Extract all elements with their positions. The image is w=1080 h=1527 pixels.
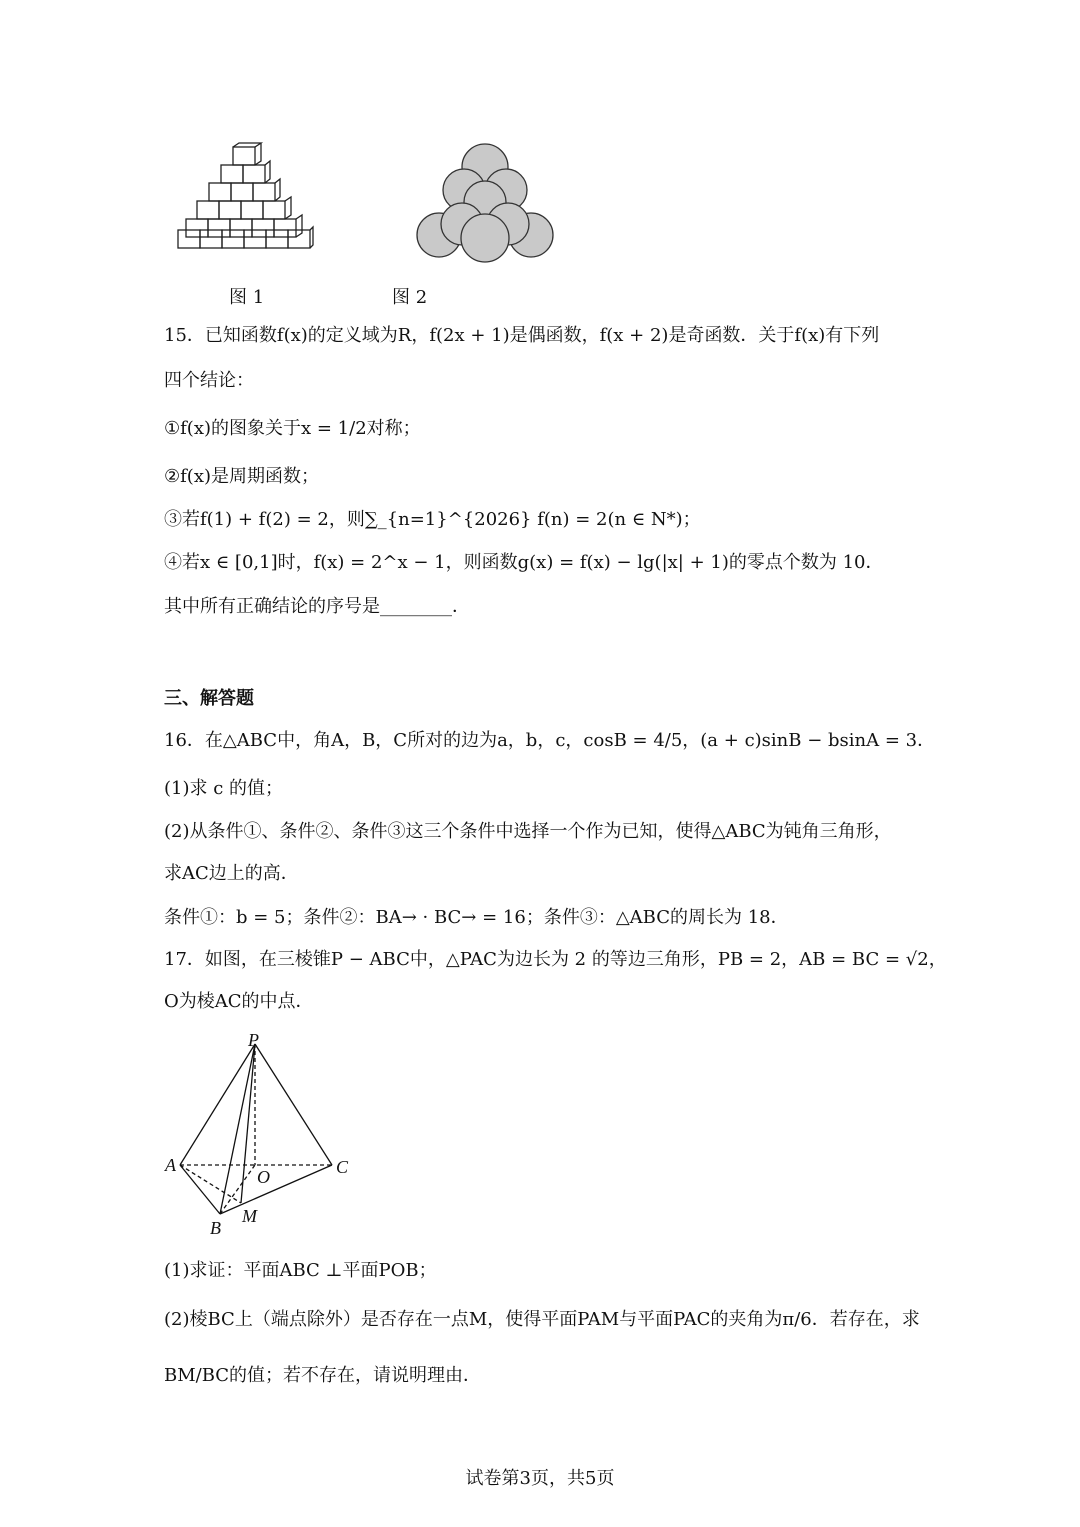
stacked-balls-icon xyxy=(417,144,553,262)
q16-part-2b: 求AC边上的高． xyxy=(164,863,299,884)
tetrahedron-figure xyxy=(160,1030,360,1240)
figure-2-stacked-balls xyxy=(412,140,558,266)
q15-line-2: 四个结论： xyxy=(164,370,254,391)
q16-part-1: (1)求 c 的值； xyxy=(164,778,284,799)
page-footer: 试卷第3页，共5页 xyxy=(465,1468,615,1489)
figure-1-caption: 图 1 xyxy=(229,287,265,308)
point-label-o: O xyxy=(257,1167,270,1187)
q15-conclusion-4: ④若x ∈ [0,1]时，f(x) = 2^x − 1，则函数g(x) = f(x) − lg(|x| + 1)的零点个数为 10． xyxy=(164,552,884,573)
q15-conclusion-1: ①f(x)的图象关于x = 1/2对称； xyxy=(164,418,421,439)
q17-line-1: 17．如图，在三棱锥P − ABC中，△PAC为边长为 2 的等边三角形，PB = 2，AB = BC = √2， xyxy=(164,949,947,970)
point-label-m: M xyxy=(242,1206,257,1226)
figure-1-cube-pyramid xyxy=(176,142,314,258)
q17-part-2b: BM/BC的值；若不存在，请说明理由． xyxy=(164,1365,482,1386)
q17-part-2a: (2)棱BC上（端点除外）是否存在一点M，使得平面PAM与平面PAC的夹角为π/6．若存在，求 xyxy=(164,1309,920,1330)
q15-conclusion-3: ③若f(1) + f(2) = 2，则∑_{n=1}^{2026} f(n) = 2(n ∈ N*)； xyxy=(164,509,701,530)
section-title: 三、解答题 xyxy=(164,688,254,709)
q15-conclusion-2: ②f(x)是周期函数； xyxy=(164,466,319,487)
q15-line-1: 15．已知函数f(x)的定义域为R，f(2x + 1)是偶函数，f(x + 2)是奇函数．关于f(x)有下列 xyxy=(164,325,880,346)
q16-line-1: 16．在△ABC中，角A，B，C所对的边为a，b，c，cosB = 4/5，(a + c)sinB − bsinA = 3． xyxy=(164,730,936,751)
figure-2-caption: 图 2 xyxy=(392,287,428,308)
q17-part-1: (1)求证：平面ABC ⊥平面POB； xyxy=(164,1260,437,1281)
q16-conditions: 条件①：b = 5；条件②：BA→ · BC→ = 16；条件③：△ABC的周长为 18． xyxy=(164,907,789,928)
q17-line-2: O为棱AC的中点． xyxy=(164,991,314,1012)
cube-pyramid-icon xyxy=(178,143,313,248)
vertex-label-a: A xyxy=(165,1155,176,1175)
q16-part-2a: (2)从条件①、条件②、条件③这三个条件中选择一个作为已知，使得△ABC为钝角三角形， xyxy=(164,821,892,842)
vertex-label-b: B xyxy=(210,1218,221,1238)
q15-prompt: 其中所有正确结论的序号是________． xyxy=(164,596,470,617)
vertex-label-p: P xyxy=(248,1030,259,1050)
vertex-label-c: C xyxy=(336,1157,349,1177)
